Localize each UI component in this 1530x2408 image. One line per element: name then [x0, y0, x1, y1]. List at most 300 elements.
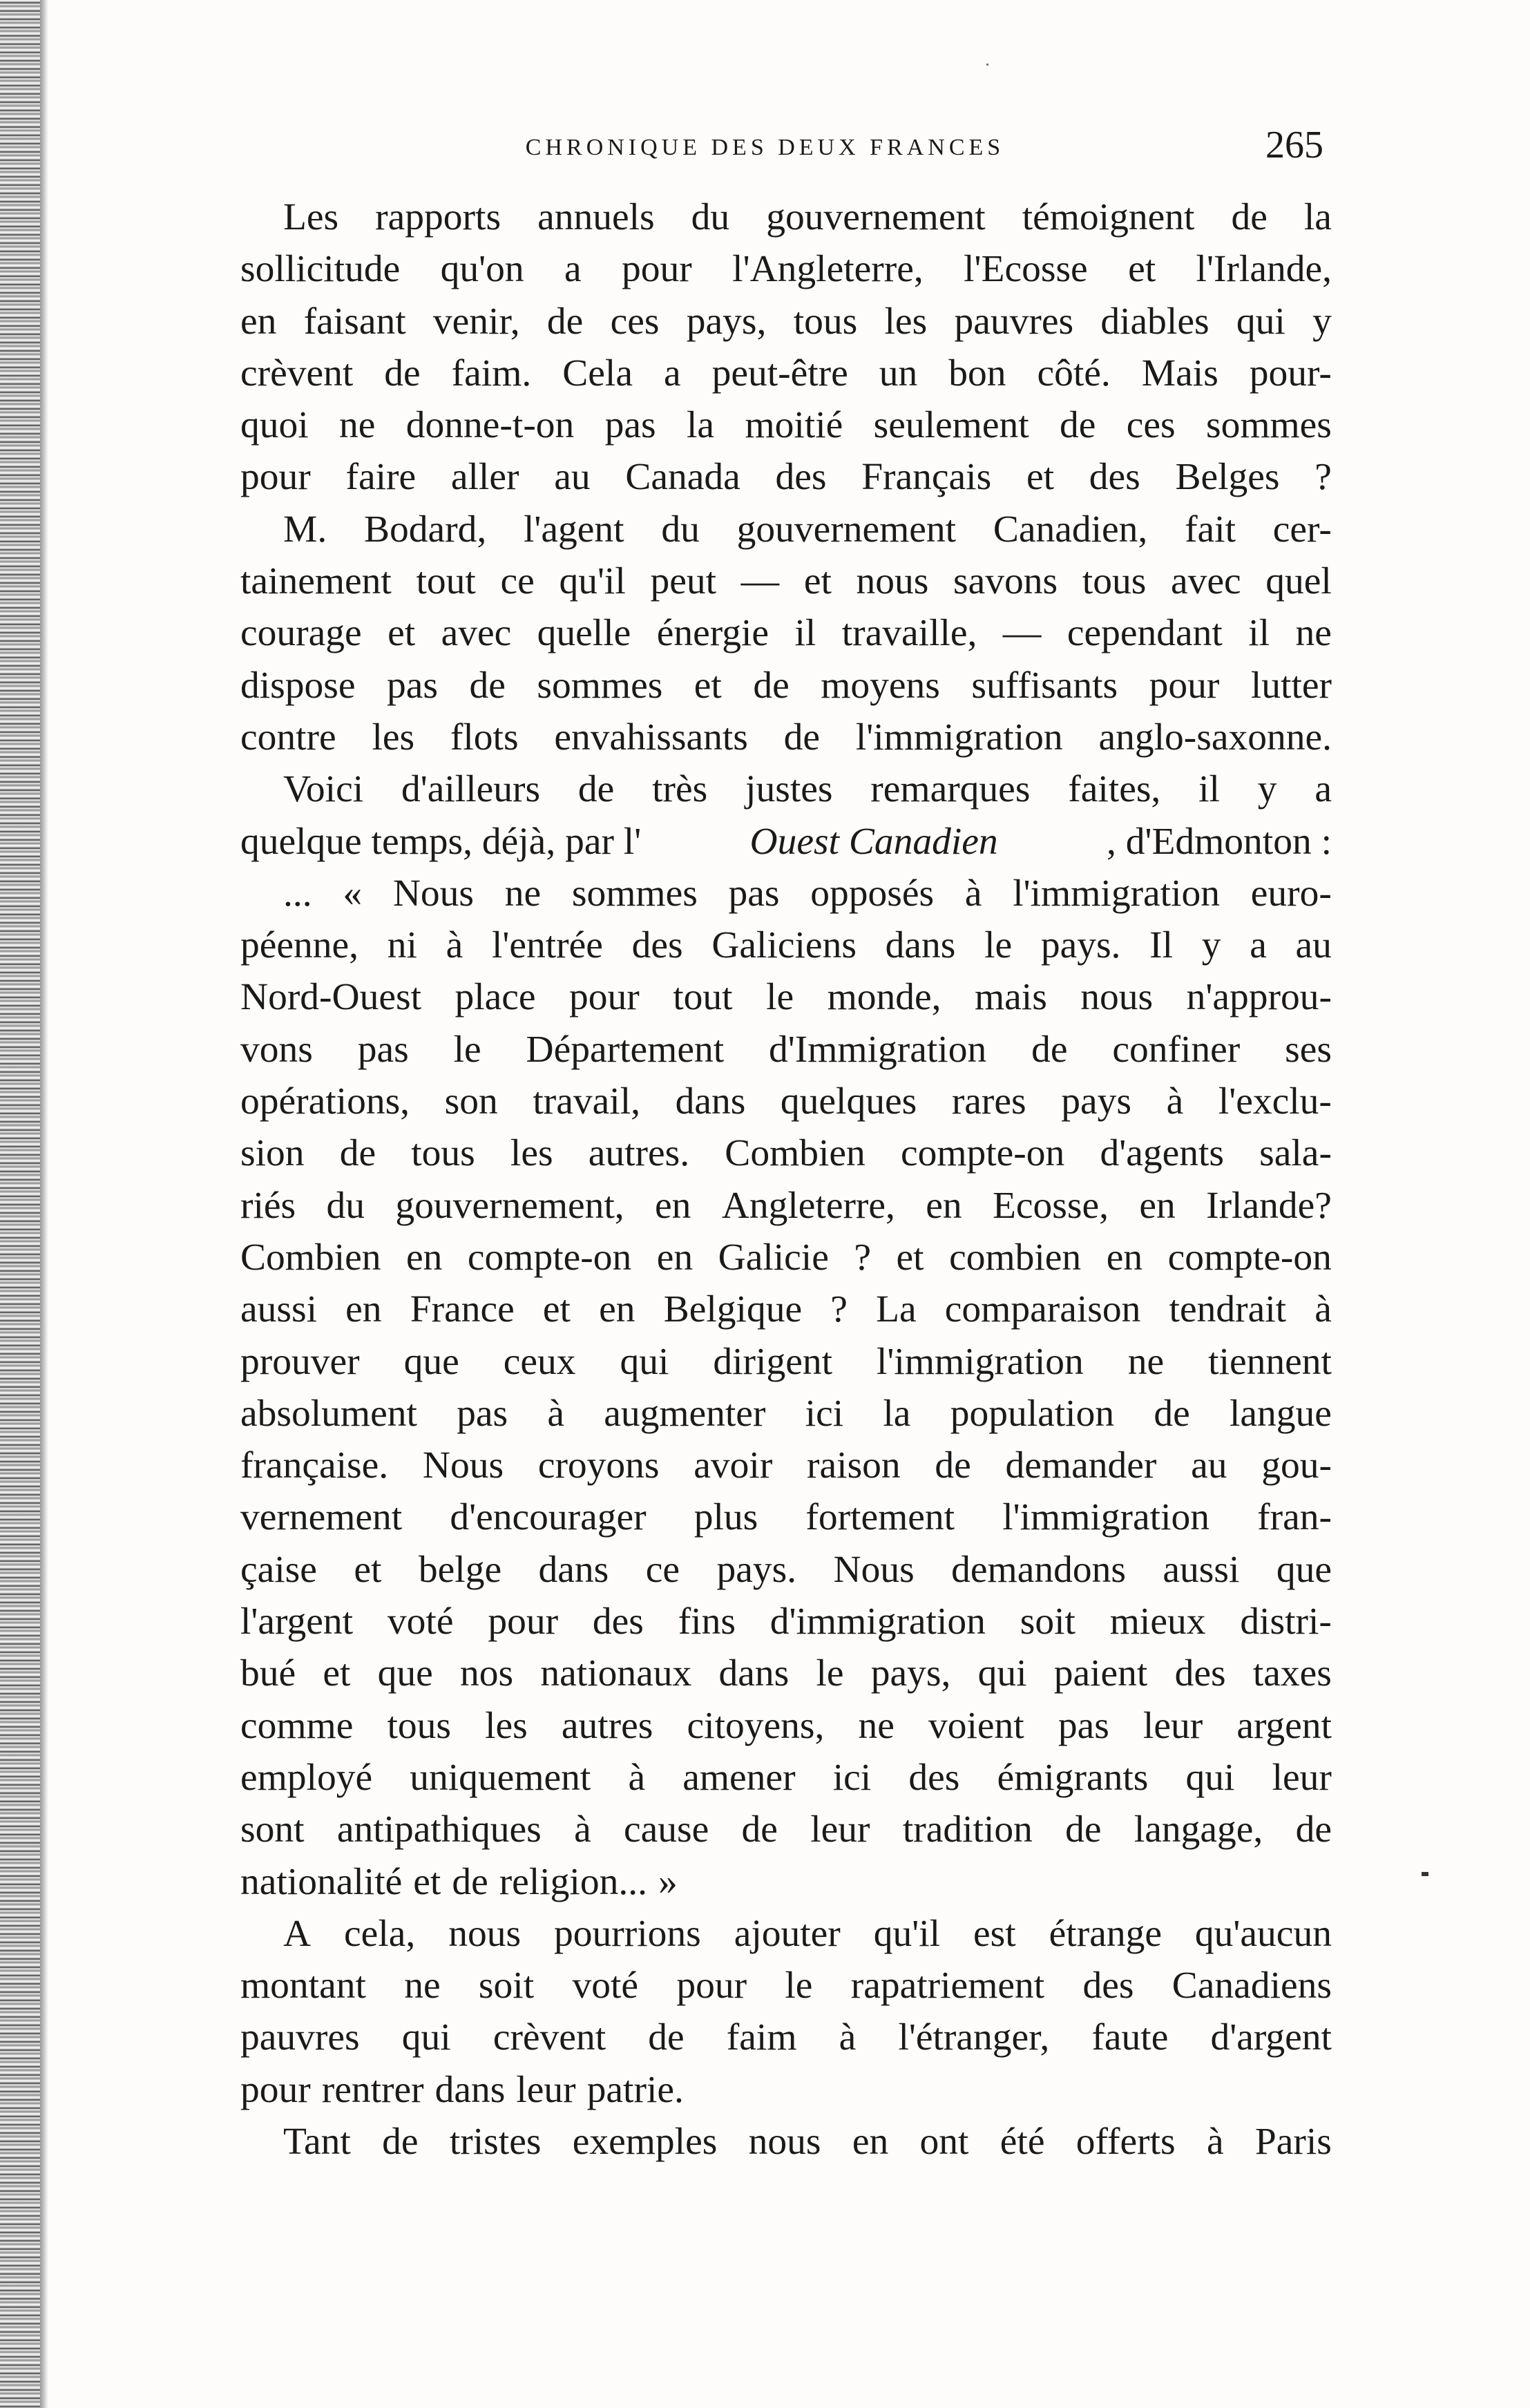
word: tiennent — [1208, 1340, 1332, 1383]
word: le — [785, 1965, 813, 2007]
word: rentrer — [321, 2068, 424, 2111]
word: justes — [745, 768, 833, 811]
word: faire — [345, 456, 417, 499]
word: cela, — [344, 1912, 416, 1955]
word: offerts — [1075, 2120, 1176, 2163]
word: en — [656, 1236, 694, 1279]
word: quel — [1265, 560, 1332, 603]
word: fins — [678, 1600, 736, 1643]
word: ce — [645, 1548, 680, 1591]
word: anglo-saxonne. — [1098, 716, 1332, 758]
word: et — [694, 664, 722, 707]
paragraph-6 — [240, 2116, 1332, 2168]
word: leur — [516, 2068, 576, 2111]
word: çaise — [240, 1548, 317, 1591]
word: de — [1059, 404, 1096, 447]
word: dans — [675, 1080, 746, 1123]
word: aller — [450, 456, 519, 499]
word: le — [766, 976, 794, 1019]
word: est — [973, 1912, 1016, 1955]
word: émigrants — [997, 1756, 1149, 1799]
word: été — [1000, 2120, 1045, 2163]
word: le — [984, 924, 1013, 967]
word: il — [1198, 768, 1220, 811]
text-line — [240, 1336, 1332, 1388]
word: moyens — [821, 664, 940, 707]
word: cause — [624, 1808, 709, 1851]
word: dans — [538, 1548, 609, 1591]
word: en — [406, 1236, 443, 1279]
word: ceux — [503, 1340, 576, 1383]
word: à — [446, 924, 463, 967]
word: sont — [240, 1808, 305, 1851]
word: en — [599, 1288, 635, 1331]
word: absolument — [240, 1392, 417, 1435]
word: et — [413, 1860, 441, 1903]
word: à — [547, 1392, 564, 1435]
word: cer- — [1272, 508, 1332, 551]
word: Angleterre, — [721, 1184, 895, 1227]
word: lutter — [1250, 664, 1332, 707]
word: ce — [500, 560, 535, 603]
word: Voici — [283, 768, 364, 811]
word: dans — [718, 1652, 790, 1695]
word: l'Irlande, — [1196, 248, 1332, 291]
word: travaille, — [841, 612, 977, 655]
text-line — [240, 919, 1332, 971]
word: d'Immigration — [769, 1028, 987, 1071]
book-binding-edge — [0, 0, 40, 2408]
text-line — [240, 1804, 1332, 1855]
word: sollicitude — [240, 248, 401, 291]
word: ... — [283, 872, 312, 915]
word: autres — [561, 1704, 653, 1747]
word: » — [658, 1860, 678, 1903]
word: en — [852, 2120, 889, 2163]
paragraph-1 — [240, 191, 1332, 504]
word: tout — [673, 976, 733, 1019]
word: suffisants — [971, 664, 1118, 707]
word: M. — [283, 508, 327, 551]
word: de — [1154, 1392, 1190, 1435]
word: l'entrée — [491, 924, 603, 967]
word: pour- — [1249, 352, 1332, 394]
word: comparaison — [944, 1288, 1141, 1331]
word: à — [1206, 2120, 1224, 2163]
word: seulement — [873, 404, 1029, 447]
word: raison — [807, 1444, 901, 1487]
word: nos — [460, 1652, 514, 1695]
word: l'immigration — [1013, 872, 1221, 915]
gutter-shadow — [40, 0, 48, 2408]
word: sion — [240, 1132, 305, 1175]
word: langue — [1229, 1392, 1332, 1435]
text-line — [240, 1856, 1332, 1908]
word: aussi — [240, 1288, 317, 1331]
word: des — [1174, 1652, 1226, 1695]
word: des — [775, 456, 827, 499]
word: d'encourager — [450, 1496, 647, 1539]
word: française. — [240, 1444, 389, 1487]
word: y — [1257, 768, 1277, 811]
word: des — [1089, 456, 1140, 499]
word: avec — [1170, 560, 1241, 603]
word: monde, — [827, 976, 941, 1019]
word: paient — [1053, 1652, 1148, 1695]
word: taxes — [1252, 1652, 1332, 1695]
word: de — [1031, 1028, 1068, 1071]
word: soit — [478, 1965, 535, 2007]
word: place — [455, 976, 536, 1019]
word: nous — [1080, 976, 1154, 1019]
word: les — [510, 1132, 553, 1175]
word: de — [648, 2016, 685, 2059]
text-line — [240, 555, 1332, 607]
word: Canada — [625, 456, 740, 499]
text-line — [240, 191, 1332, 243]
word: quelle — [537, 612, 631, 655]
word: pas — [357, 1028, 409, 1071]
word: qui — [401, 2016, 451, 2059]
word: ni — [387, 924, 417, 967]
paragraph-5 — [240, 1908, 1332, 2116]
word: patrie. — [586, 2068, 684, 2111]
word: croyons — [537, 1444, 660, 1487]
word: langage, — [1134, 1808, 1263, 1851]
word: le — [453, 1028, 481, 1071]
word: d'ailleurs — [401, 768, 541, 811]
text-line — [240, 2064, 1332, 2116]
word: Belges — [1175, 456, 1280, 499]
word: n'approu- — [1186, 976, 1332, 1019]
word: ne — [404, 1965, 441, 2007]
word: sala- — [1259, 1132, 1332, 1175]
word: avec — [441, 612, 512, 655]
word: que — [1276, 1548, 1332, 1591]
text-line — [240, 1960, 1332, 2012]
word: peut-être — [711, 352, 848, 394]
word: diables — [1100, 300, 1209, 343]
word: il — [794, 612, 816, 655]
word: rares — [951, 1080, 1026, 1123]
word: Français — [861, 456, 992, 499]
word: de — [452, 1860, 488, 1903]
word: l'Angleterre, — [732, 248, 924, 291]
word: faute — [1091, 2016, 1169, 2059]
word: belge — [418, 1548, 502, 1591]
word: de — [783, 716, 821, 758]
text-line — [240, 763, 1332, 815]
text-line — [240, 1647, 1332, 1699]
word: fran- — [1257, 1496, 1332, 1539]
word: « — [343, 872, 363, 915]
text-line — [240, 868, 1332, 919]
word: Tant — [283, 2120, 351, 2163]
word: tous — [387, 1704, 451, 1747]
word: sommes — [1205, 404, 1332, 447]
word: dans — [434, 2068, 506, 2111]
word: pays. — [716, 1548, 797, 1591]
text-line — [240, 607, 1332, 659]
word: son — [444, 1080, 498, 1123]
word: gouvernement — [736, 508, 957, 551]
word: venir, — [432, 300, 520, 343]
paragraph-2 — [240, 504, 1332, 763]
word: demander — [1005, 1444, 1157, 1487]
text-line — [240, 1491, 1332, 1543]
word: religion... — [499, 1860, 647, 1903]
text-line — [240, 660, 1332, 711]
text-line — [240, 971, 1332, 1023]
word: pays. — [1040, 924, 1121, 967]
word: travail, — [533, 1080, 640, 1123]
word: savons — [953, 560, 1058, 603]
word: leur — [1142, 1704, 1203, 1747]
word: tradition — [902, 1808, 1033, 1851]
text-line — [240, 1388, 1332, 1440]
word: crèvent — [240, 352, 354, 394]
word: Nous — [833, 1548, 915, 1591]
word: exemples — [572, 2120, 718, 2163]
word: voté — [572, 1965, 638, 2007]
word: — — [1002, 612, 1042, 655]
text-line — [240, 347, 1332, 399]
word: pour — [1149, 664, 1220, 707]
word: qui — [977, 1652, 1027, 1695]
word: des — [631, 924, 683, 967]
text-line — [240, 2116, 1332, 2168]
word: Galiciens — [711, 924, 857, 967]
word: à — [839, 2016, 857, 2059]
word: de — [339, 1132, 376, 1175]
text-line — [240, 1024, 1332, 1076]
word: vernement — [240, 1496, 403, 1539]
word: nationaux — [540, 1652, 692, 1695]
word: ici — [805, 1392, 844, 1435]
word: pays, — [870, 1652, 951, 1695]
word: d'agents — [1100, 1132, 1224, 1175]
text-line — [240, 1752, 1332, 1804]
word: vons — [240, 1028, 313, 1071]
word: faim. — [451, 352, 532, 394]
word: étrange — [1049, 1912, 1162, 1955]
word: compte-on — [1167, 1236, 1332, 1279]
word: un — [879, 352, 918, 394]
word: d'immigration — [769, 1600, 986, 1643]
word: amener — [682, 1756, 796, 1799]
word: pas — [1058, 1704, 1109, 1747]
word: il — [1248, 612, 1270, 655]
word: tous — [793, 300, 858, 343]
word: Canadiens — [1172, 1965, 1332, 2007]
word: ? — [1314, 456, 1332, 499]
word: Bodard, — [363, 508, 487, 551]
word: augmenter — [604, 1392, 766, 1435]
word: bon — [948, 352, 1006, 394]
word: ne — [339, 404, 376, 447]
word: rapports — [375, 196, 501, 238]
word: de — [469, 664, 506, 707]
word: ? — [854, 1236, 872, 1279]
word: Nord-Ouest — [240, 976, 422, 1019]
word: ces — [1126, 404, 1176, 447]
word: confiner — [1112, 1028, 1241, 1071]
word: remarques — [870, 768, 1031, 811]
word: comme — [240, 1704, 354, 1747]
word: à — [628, 1756, 646, 1799]
word: les — [485, 1704, 528, 1747]
word: sommes — [571, 872, 698, 915]
word: pour — [622, 248, 692, 291]
word: qui — [1185, 1756, 1235, 1799]
word: qu'il — [873, 1912, 941, 1955]
word: pays — [1061, 1080, 1131, 1123]
word: à — [1166, 1080, 1184, 1123]
word: la — [883, 1392, 911, 1435]
word: tainement — [240, 560, 392, 603]
word: en — [926, 1184, 962, 1227]
word: l'immigration — [877, 1340, 1084, 1383]
text-line — [240, 816, 1332, 868]
word: tous — [1082, 560, 1147, 603]
word: cependant — [1067, 612, 1223, 655]
word: que — [377, 1652, 433, 1695]
word: opposés — [810, 872, 935, 915]
word: très — [652, 768, 708, 811]
word: ne — [504, 872, 542, 915]
word: et — [354, 1548, 382, 1591]
word: pas — [387, 664, 438, 707]
word: qui — [620, 1340, 669, 1383]
word: qu'il — [559, 560, 626, 603]
word: courage — [240, 612, 362, 655]
word: Les — [283, 196, 339, 238]
word: pas — [728, 872, 780, 915]
word: Département — [526, 1028, 725, 1071]
word: aussi — [1163, 1548, 1240, 1591]
word: annuels — [537, 196, 655, 238]
word: d'argent — [1210, 2016, 1332, 2059]
word: l'immigration — [1002, 1496, 1210, 1539]
word: Paris — [1254, 2120, 1332, 2163]
word: ? — [830, 1288, 848, 1331]
word: des — [1082, 1965, 1134, 2007]
word: a — [564, 248, 582, 291]
word: l'argent — [240, 1600, 354, 1643]
word: et — [542, 1288, 571, 1331]
word: compte-on — [467, 1236, 632, 1279]
word: dans — [885, 924, 956, 967]
word: pauvres — [954, 300, 1074, 343]
paragraph-3 — [240, 763, 1332, 868]
page-body — [240, 191, 1332, 2168]
text-line — [240, 1596, 1332, 1647]
word: l'étranger, — [898, 2016, 1050, 2059]
word: Mais — [1141, 352, 1218, 394]
word: pourrions — [554, 1912, 701, 1955]
word: pour — [676, 1965, 747, 2007]
margin-mark — [1422, 1872, 1428, 1876]
word: de — [382, 2120, 419, 2163]
word: l'immigration — [855, 716, 1063, 758]
word: peut — [650, 560, 716, 603]
text-line — [240, 2012, 1332, 2063]
word: leur — [1272, 1756, 1332, 1799]
word: crèvent — [493, 2016, 606, 2059]
word: à — [1314, 1288, 1332, 1331]
word: mais — [975, 976, 1047, 1019]
word: contre — [240, 716, 336, 758]
word: Cela — [562, 352, 633, 394]
word: de — [384, 352, 421, 394]
word: prouver — [240, 1340, 360, 1383]
word: à — [574, 1808, 591, 1851]
word: opérations, — [240, 1080, 410, 1123]
word: nous — [748, 2120, 821, 2163]
word: pas — [457, 1392, 508, 1435]
word: ici — [832, 1756, 872, 1799]
word: voient — [928, 1704, 1024, 1747]
word: et — [1026, 456, 1055, 499]
word: fortement — [805, 1496, 955, 1539]
word: que — [403, 1340, 459, 1383]
word: pour — [240, 456, 311, 499]
word: Ecosse, — [993, 1184, 1109, 1227]
word: Belgique — [663, 1288, 803, 1331]
word: a — [663, 352, 681, 394]
word: moitié — [745, 404, 843, 447]
word: compte-on — [900, 1132, 1065, 1175]
word: Galicie — [718, 1236, 829, 1279]
word: du — [691, 196, 730, 238]
newspaper-title: Ouest Canadien — [749, 820, 998, 863]
word: — — [740, 560, 780, 603]
word: avoir — [694, 1444, 773, 1487]
word: uniquement — [410, 1756, 591, 1799]
word: faim — [726, 2016, 797, 2059]
word: de — [1295, 1808, 1332, 1851]
text-line — [240, 1700, 1332, 1752]
word: argent — [1236, 1704, 1332, 1747]
word: et — [896, 1236, 924, 1279]
word: du — [326, 1184, 365, 1227]
text-line — [240, 1908, 1332, 1960]
word: du — [661, 508, 700, 551]
word: pays, — [686, 300, 767, 343]
word: et — [388, 612, 416, 655]
text-line — [240, 504, 1332, 555]
word: qui — [1236, 300, 1285, 343]
word: les — [372, 716, 415, 758]
word: en — [240, 300, 277, 343]
word: dispose — [240, 664, 356, 707]
word: en — [345, 1288, 382, 1331]
text-line — [240, 1440, 1332, 1491]
word: le — [816, 1652, 844, 1695]
word: nous — [856, 560, 929, 603]
text-line — [240, 1283, 1332, 1335]
word: voté — [387, 1600, 454, 1643]
word: Combien — [725, 1132, 866, 1175]
word: de — [741, 1808, 778, 1851]
running-title: CHRONIQUE DES DEUX FRANCES — [525, 135, 1005, 160]
page-number: 265 — [1265, 124, 1323, 166]
word: en — [1106, 1236, 1143, 1279]
word: montant — [240, 1965, 366, 2007]
word: y — [1312, 300, 1332, 343]
word: gou- — [1261, 1444, 1332, 1487]
word: au — [1295, 924, 1332, 967]
